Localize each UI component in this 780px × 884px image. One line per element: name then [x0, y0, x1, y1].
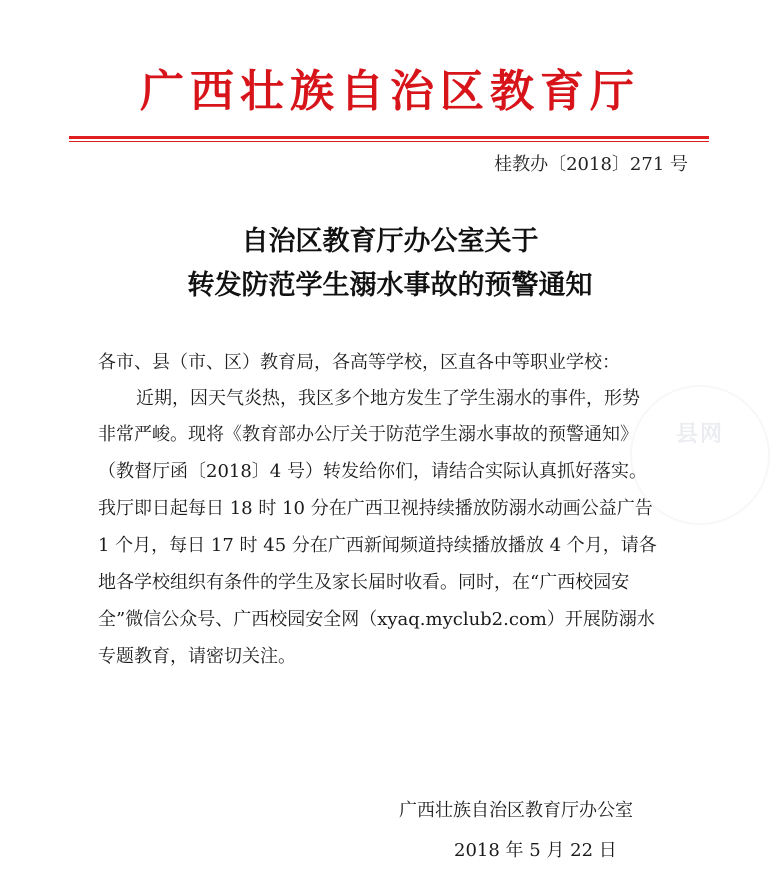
- body-line: 全”微信公众号、广西校园安全网（xyaq.myclub2.com）开展防溺水: [98, 609, 655, 630]
- body-line: 1 个月，每日 17 时 45 分在广西新闻频道持续播放播放 4 个月，请各: [98, 535, 657, 556]
- salutation: 各市、县（市、区）教育局，各高等学校，区直各中等职业学校：: [98, 352, 620, 373]
- red-header-rule-thick: [69, 136, 709, 139]
- body-line: （教督厅函〔2018〕4 号）转发给你们，请结合实际认真抓好落实。: [98, 461, 647, 482]
- body-line: 我厅即日起每日 18 时 10 分在广西卫视持续播放防溺水动画公益广告: [98, 498, 653, 519]
- watermark-seal: [630, 385, 770, 525]
- signature-organization: 广西壮族自治区教育厅办公室: [399, 800, 633, 821]
- document-number: 桂教办〔2018〕271 号: [494, 154, 688, 175]
- body-line: 专题教育，请密切关注。: [98, 646, 296, 667]
- issuing-authority-header: 广西壮族自治区教育厅: [140, 66, 640, 117]
- body-line: 近期，因天气炎热，我区多个地方发生了学生溺水的事件，形势: [136, 388, 640, 409]
- watermark-text: 县网: [675, 422, 724, 447]
- red-header-rule-thin: [69, 141, 709, 142]
- body-line: 非常严峻。现将《教育部办公厅关于防范学生溺水事故的预警通知》: [98, 424, 638, 445]
- document-title-line-1: 自治区教育厅办公室关于: [241, 226, 539, 257]
- signature-date: 2018 年 5 月 22 日: [454, 840, 617, 861]
- document-title-line-2: 转发防范学生溺水事故的预警通知: [187, 270, 593, 301]
- body-line: 地各学校组织有条件的学生及家长届时收看。同时，在“广西校园安: [98, 572, 630, 593]
